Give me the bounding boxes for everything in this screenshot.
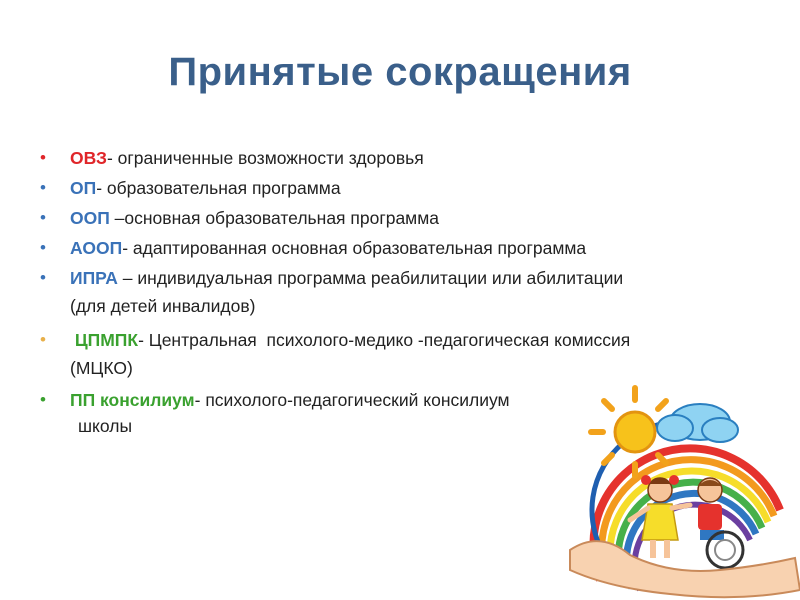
list-item — [40, 234, 740, 262]
description: - Центральная психолого-медико -педагогическая комиссия (МЦКО) — [70, 330, 636, 378]
description: – индивидуальная программа реабилитации или абилитации (для детей инвалидов) — [70, 268, 624, 316]
abbreviation: ООП — [70, 208, 110, 228]
abbreviation-list — [40, 144, 740, 416]
abbreviation: ЦПМПК — [70, 330, 139, 350]
description: –основная образовательная программа — [109, 208, 439, 228]
abbreviation: ОВЗ — [70, 148, 107, 168]
abbreviation: ОП — [70, 178, 97, 198]
bullet-icon: • — [40, 390, 46, 409]
description: - адаптированная основная образовательная программа — [122, 238, 587, 258]
abbreviation: ИПРА — [70, 268, 118, 288]
bullet-icon: • — [40, 238, 46, 257]
description: - ограниченные возможности здоровья — [106, 148, 424, 168]
description: - психолого-педагогический консилиум — [194, 390, 510, 410]
list-item — [40, 204, 740, 232]
bullet-icon: • — [40, 148, 46, 167]
bullet-icon: • — [40, 178, 46, 197]
list-item — [40, 326, 680, 382]
abbreviation: ПП консилиум — [70, 390, 195, 410]
bullet-icon: • — [40, 208, 46, 227]
abbreviation: АООП — [70, 238, 123, 258]
list-item — [40, 174, 740, 202]
children-in-hands-sun-rainbow-icon — [560, 380, 800, 600]
description: - образовательная программа — [96, 178, 341, 198]
cloud-icon — [657, 404, 738, 442]
bullet-icon: • — [40, 268, 46, 287]
page-title: Принятые сокращения — [168, 50, 632, 94]
bullet-icon: • — [40, 330, 46, 349]
list-continuation: школы — [78, 416, 133, 436]
list-item — [40, 144, 740, 172]
list-item — [40, 264, 630, 320]
hand-icon — [570, 541, 800, 597]
